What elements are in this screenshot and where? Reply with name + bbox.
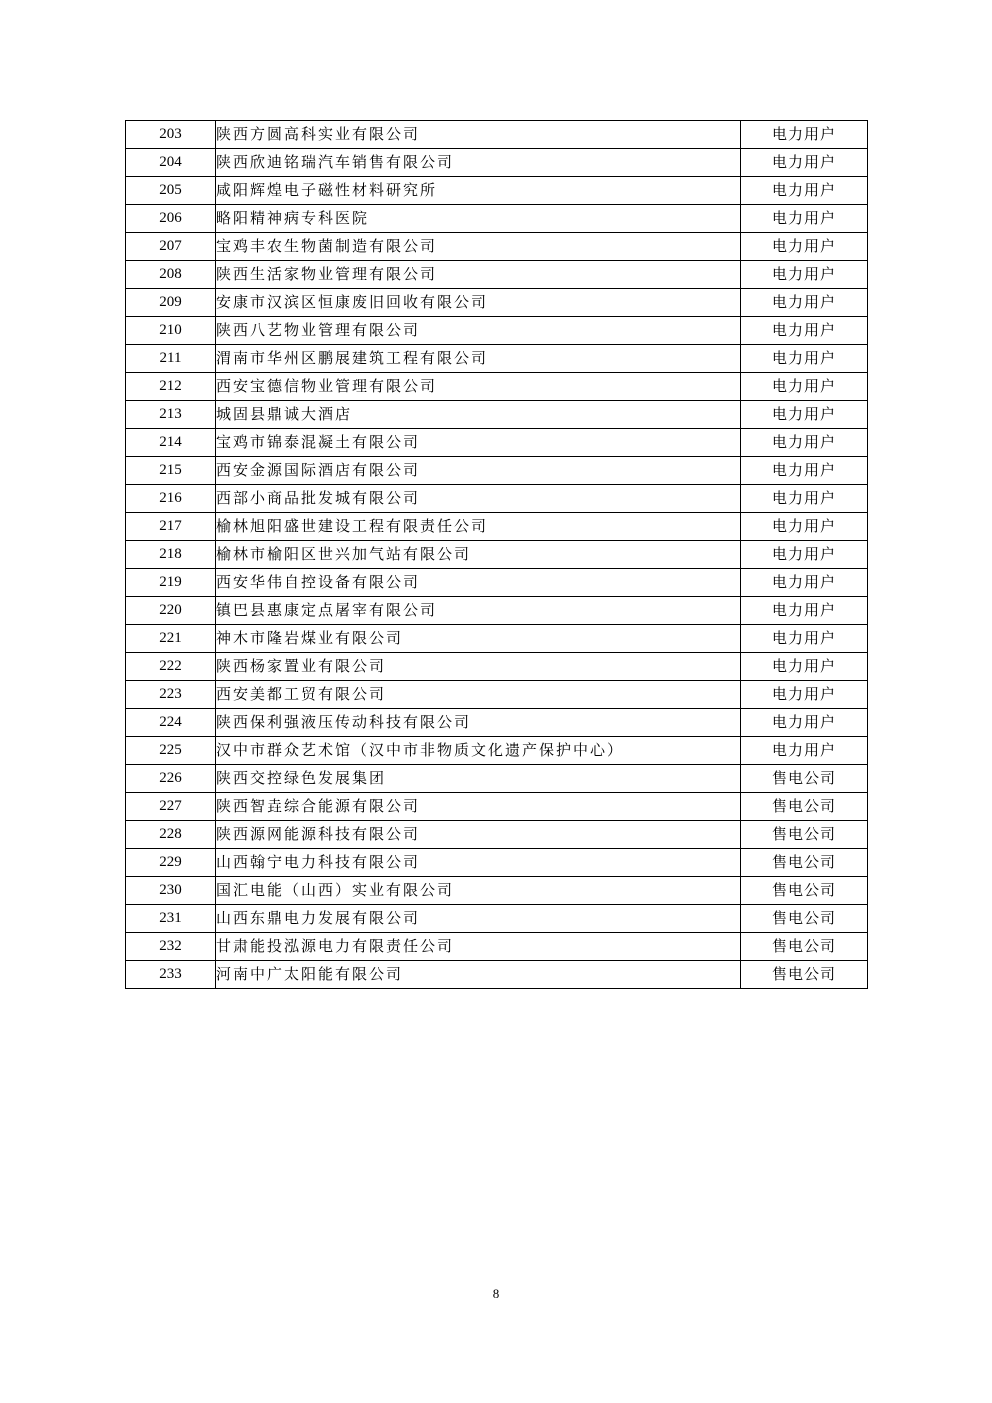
- company-name: 西安美都工贸有限公司: [216, 681, 741, 709]
- entity-type: 售电公司: [741, 765, 868, 793]
- entity-type: 电力用户: [741, 401, 868, 429]
- table-body: [126, 121, 868, 989]
- entity-type: 电力用户: [741, 205, 868, 233]
- entity-type: 售电公司: [741, 793, 868, 821]
- row-number: 210: [126, 317, 216, 345]
- table-row: [126, 737, 868, 765]
- company-name: 神木市隆岩煤业有限公司: [216, 625, 741, 653]
- page-number: 8: [492, 1286, 500, 1301]
- entity-type: 电力用户: [741, 513, 868, 541]
- row-number: 207: [126, 233, 216, 261]
- entity-type: 电力用户: [741, 681, 868, 709]
- row-number: 221: [126, 625, 216, 653]
- entity-type: 电力用户: [741, 261, 868, 289]
- table-row: [126, 149, 868, 177]
- company-name: 山西东鼎电力发展有限公司: [216, 905, 741, 933]
- company-name: 河南中广太阳能有限公司: [216, 961, 741, 989]
- row-number: 226: [126, 765, 216, 793]
- entity-type: 电力用户: [741, 457, 868, 485]
- company-name: 渭南市华州区鹏展建筑工程有限公司: [216, 345, 741, 373]
- entity-type: 电力用户: [741, 485, 868, 513]
- table-row: [126, 653, 868, 681]
- row-number: 219: [126, 569, 216, 597]
- entity-type: 电力用户: [741, 737, 868, 765]
- row-number: 212: [126, 373, 216, 401]
- table-row: [126, 429, 868, 457]
- row-number: 209: [126, 289, 216, 317]
- company-name: 陕西智垚综合能源有限公司: [216, 793, 741, 821]
- entity-type: 电力用户: [741, 569, 868, 597]
- row-number: 208: [126, 261, 216, 289]
- table-row: [126, 177, 868, 205]
- row-number: 229: [126, 849, 216, 877]
- entity-type: 电力用户: [741, 345, 868, 373]
- entity-type: 售电公司: [741, 933, 868, 961]
- table-row: [126, 233, 868, 261]
- entity-type: 电力用户: [741, 289, 868, 317]
- table-row: [126, 513, 868, 541]
- company-name: 甘肃能投泓源电力有限责任公司: [216, 933, 741, 961]
- company-name: 汉中市群众艺术馆（汉中市非物质文化遗产保护中心）: [216, 737, 741, 765]
- table-row: [126, 625, 868, 653]
- table-row: [126, 709, 868, 737]
- entity-type: 电力用户: [741, 541, 868, 569]
- company-name: 镇巴县惠康定点屠宰有限公司: [216, 597, 741, 625]
- row-number: 214: [126, 429, 216, 457]
- row-number: 222: [126, 653, 216, 681]
- entity-type: 电力用户: [741, 597, 868, 625]
- entity-type: 售电公司: [741, 877, 868, 905]
- company-name: 咸阳辉煌电子磁性材料研究所: [216, 177, 741, 205]
- company-name: 宝鸡市锦泰混凝土有限公司: [216, 429, 741, 457]
- entity-type: 电力用户: [741, 373, 868, 401]
- row-number: 216: [126, 485, 216, 513]
- company-name: 陕西方圆高科实业有限公司: [216, 121, 741, 149]
- row-number: 230: [126, 877, 216, 905]
- entity-type: 电力用户: [741, 429, 868, 457]
- entity-type: 电力用户: [741, 625, 868, 653]
- table-row: [126, 765, 868, 793]
- row-number: 228: [126, 821, 216, 849]
- row-number: 224: [126, 709, 216, 737]
- company-name: 陕西生活家物业管理有限公司: [216, 261, 741, 289]
- row-number: 220: [126, 597, 216, 625]
- table-row: [126, 345, 868, 373]
- table-row: [126, 961, 868, 989]
- table-row: [126, 289, 868, 317]
- row-number: 213: [126, 401, 216, 429]
- entity-type: 售电公司: [741, 821, 868, 849]
- company-list-table: [125, 120, 868, 989]
- row-number: 217: [126, 513, 216, 541]
- table-row: [126, 877, 868, 905]
- entity-type: 电力用户: [741, 653, 868, 681]
- entity-type: 电力用户: [741, 709, 868, 737]
- table-row: [126, 457, 868, 485]
- table-row: [126, 373, 868, 401]
- company-name: 山西翰宁电力科技有限公司: [216, 849, 741, 877]
- table-row: [126, 849, 868, 877]
- table-row: [126, 205, 868, 233]
- entity-type: 售电公司: [741, 905, 868, 933]
- row-number: 204: [126, 149, 216, 177]
- company-name: 陕西杨家置业有限公司: [216, 653, 741, 681]
- table-row: [126, 485, 868, 513]
- table-row: [126, 681, 868, 709]
- company-name: 榆林旭阳盛世建设工程有限责任公司: [216, 513, 741, 541]
- row-number: 215: [126, 457, 216, 485]
- table-row: [126, 933, 868, 961]
- entity-type: 电力用户: [741, 121, 868, 149]
- row-number: 233: [126, 961, 216, 989]
- company-name: 安康市汉滨区恒康废旧回收有限公司: [216, 289, 741, 317]
- entity-type: 电力用户: [741, 317, 868, 345]
- row-number: 205: [126, 177, 216, 205]
- row-number: 211: [126, 345, 216, 373]
- company-name: 陕西欣迪铭瑞汽车销售有限公司: [216, 149, 741, 177]
- company-name: 榆林市榆阳区世兴加气站有限公司: [216, 541, 741, 569]
- row-number: 225: [126, 737, 216, 765]
- row-number: 227: [126, 793, 216, 821]
- company-name: 陕西交控绿色发展集团: [216, 765, 741, 793]
- row-number: 203: [126, 121, 216, 149]
- company-name: 城固县鼎诚大酒店: [216, 401, 741, 429]
- company-name: 西安宝德信物业管理有限公司: [216, 373, 741, 401]
- table-row: [126, 317, 868, 345]
- table-row: [126, 793, 868, 821]
- entity-type: 电力用户: [741, 233, 868, 261]
- entity-type: 售电公司: [741, 849, 868, 877]
- table-row: [126, 821, 868, 849]
- company-name: 略阳精神病专科医院: [216, 205, 741, 233]
- table-row: [126, 597, 868, 625]
- company-name: 陕西源网能源科技有限公司: [216, 821, 741, 849]
- company-name: 国汇电能（山西）实业有限公司: [216, 877, 741, 905]
- entity-type: 电力用户: [741, 177, 868, 205]
- company-list-table-container: [125, 120, 866, 989]
- table-row: [126, 905, 868, 933]
- table-row: [126, 569, 868, 597]
- row-number: 218: [126, 541, 216, 569]
- company-name: 陕西八艺物业管理有限公司: [216, 317, 741, 345]
- company-name: 西安华伟自控设备有限公司: [216, 569, 741, 597]
- row-number: 232: [126, 933, 216, 961]
- company-name: 西安金源国际酒店有限公司: [216, 457, 741, 485]
- row-number: 206: [126, 205, 216, 233]
- table-row: [126, 261, 868, 289]
- row-number: 223: [126, 681, 216, 709]
- entity-type: 电力用户: [741, 149, 868, 177]
- company-name: 宝鸡丰农生物菌制造有限公司: [216, 233, 741, 261]
- entity-type: 售电公司: [741, 961, 868, 989]
- company-name: 西部小商品批发城有限公司: [216, 485, 741, 513]
- company-name: 陕西保利强液压传动科技有限公司: [216, 709, 741, 737]
- table-row: [126, 401, 868, 429]
- table-row: [126, 541, 868, 569]
- row-number: 231: [126, 905, 216, 933]
- table-row: [126, 121, 868, 149]
